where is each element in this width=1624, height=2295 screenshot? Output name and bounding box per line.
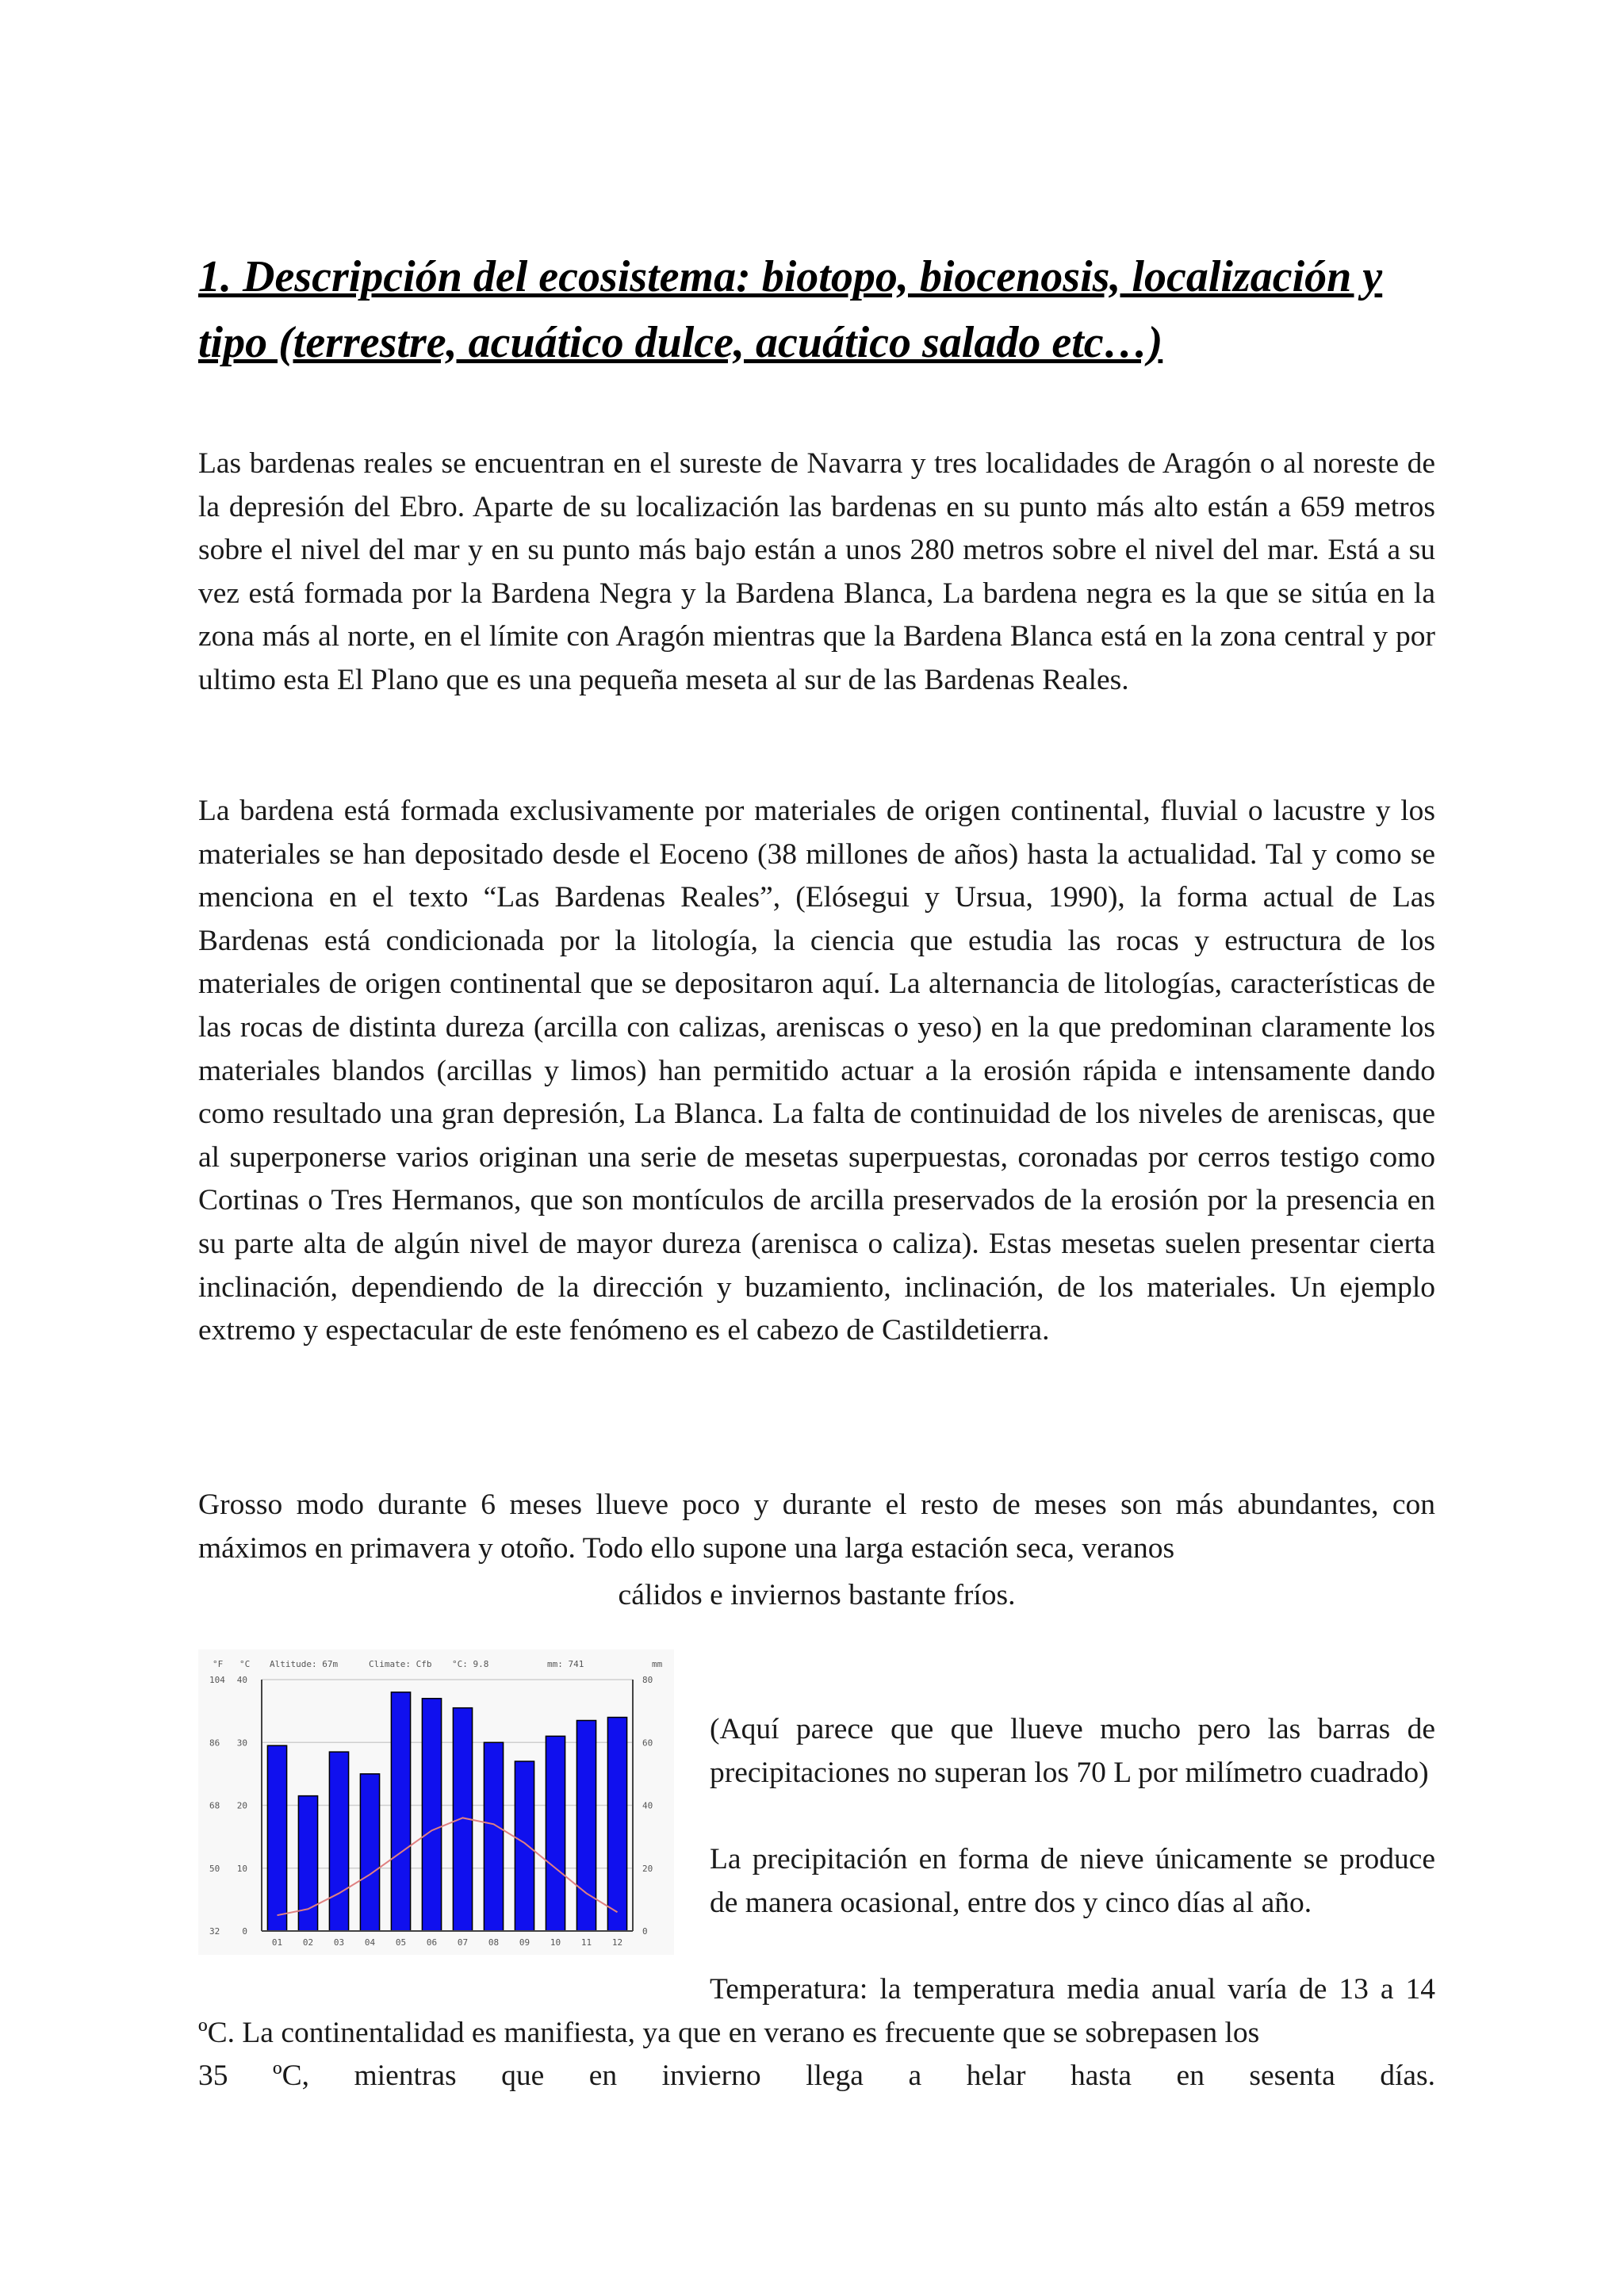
chart-altitude: Altitude: 67m — [270, 1659, 339, 1669]
axis-tick-f: 86 — [209, 1738, 220, 1749]
precip-bar — [546, 1736, 565, 1931]
x-tick-label: 07 — [457, 1937, 469, 1948]
paragraph-geology: La bardena está formada exclusivamente por materiales de origen continental, fluvial o lacustre y los materiales se han depositado desde el Eoceno (38 millones de años) hasta la actualidad. Tal y como se menciona en el texto “Las Bardenas Reales”, (Elósegui y Ursua, 1990), la forma actual de Las Bardenas está condicionada por la litología, la ciencia que estudia las rocas y estructura de los materiales de origen continental que se depositaron aquí. La alternancia de litologías, características de las rocas de distinta dureza (arcilla con calizas, areniscas o yeso) en la que predominan claramente los materiales blandos (arcillas y limos) han permitido actuar a la erosión rápida e intensamente dando como resultado una gran depresión, La Blanca. La falta de continuidad de los niveles de areniscas, que al superponerse varios originan una serie de mesetas superpuestas, coronadas por cerros testigo como Cortinas o Tres Hermanos, que son montículos de arcilla preservados de la erosión por la presencia en su parte alta de algún nivel de mayor dureza (arenisca o caliza). Estas mesetas suelen presentar cierta inclinación, dependiendo de la dirección y buzamiento, inclinación, de los materiales. Un ejemplo extremo y espectacular de este fenómeno es el cabezo de Castildetierra. — [198, 795, 1435, 1347]
paragraph-temperature: Temperatura: la temperatura media anual varía de 13 a 14 ºC. La continentalidad es manifiesta, ya que en verano es frecuente que se sobrepasen los — [198, 1973, 1435, 2049]
axis-tick-f: 50 — [209, 1863, 220, 1874]
axis-unit-c: °C — [239, 1659, 251, 1669]
axis-tick-c: 0 — [242, 1926, 247, 1937]
x-tick-label: 05 — [395, 1937, 407, 1948]
paragraph-climate-tail: cálidos e inviernos bastante fríos. — [618, 1579, 1016, 1611]
paragraph-precipitation-note: (Aquí parece que que llueve mucho pero las barras de precipitaciones no superan los 70 L por milímetro cuadrado) — [710, 1713, 1435, 1789]
axis-unit-f: °F — [213, 1659, 224, 1669]
axis-tick-f: 68 — [209, 1800, 220, 1811]
x-tick-label: 02 — [302, 1937, 314, 1948]
axis-tick-c: 30 — [236, 1738, 247, 1749]
precip-bar — [329, 1752, 348, 1931]
precip-bar — [515, 1761, 534, 1931]
axis-tick-c: 40 — [236, 1675, 247, 1685]
chart-annual-precip: mm: 741 — [547, 1659, 584, 1669]
axis-tick-mm: 20 — [642, 1863, 653, 1874]
paragraph-snow: La precipitación en forma de nieve únicamente se produce de manera ocasional, entre dos y cinco días al año. — [710, 1843, 1435, 1919]
axis-tick-mm: 40 — [642, 1800, 653, 1811]
x-tick-label: 06 — [426, 1937, 438, 1948]
chart-mean-temp: °C: 9.8 — [452, 1659, 489, 1669]
axis-tick-c: 10 — [236, 1863, 247, 1874]
precip-bar — [267, 1745, 286, 1931]
precip-bar — [422, 1699, 441, 1931]
axis-tick-f: 104 — [209, 1675, 225, 1685]
x-tick-label: 08 — [488, 1937, 500, 1948]
axis-tick-mm: 80 — [642, 1675, 653, 1685]
axis-tick-c: 20 — [236, 1800, 247, 1811]
x-tick-label: 01 — [271, 1937, 283, 1948]
precip-bar — [607, 1718, 626, 1931]
chart-climate: Climate: Cfb — [369, 1659, 432, 1669]
section-heading: 1. Descripción del ecosistema: biotopo, biocenosis, localización y tipo (terrestre, acuático dulce, acuático salado etc…) — [198, 252, 1383, 367]
x-tick-label: 10 — [550, 1937, 561, 1948]
axis-tick-f: 32 — [209, 1926, 220, 1937]
paragraph-climate: Grosso modo durante 6 meses llueve poco y durante el resto de meses son más abundantes, con máximos en primavera y otoño. Todo ello supone una larga estación seca, veranos — [198, 1488, 1435, 1565]
precip-bar — [360, 1774, 379, 1931]
axis-tick-mm: 60 — [642, 1738, 653, 1749]
x-tick-label: 03 — [333, 1937, 345, 1948]
precip-bar — [391, 1692, 410, 1931]
precip-bar — [576, 1721, 596, 1931]
axis-tick-mm: 0 — [642, 1926, 648, 1937]
climate-chart — [198, 1649, 674, 1955]
paragraph-temperature-end: 35 ºC, mientras que en invierno llega a helar hasta en sesenta días. — [198, 2059, 1435, 2092]
x-tick-label: 04 — [364, 1937, 376, 1948]
x-tick-label: 12 — [611, 1937, 623, 1948]
x-tick-label: 09 — [519, 1937, 530, 1948]
paragraph-location: Las bardenas reales se encuentran en el sureste de Navarra y tres localidades de Aragón o al noreste de la depresión del Ebro. Aparte de su localización las bardenas en su punto más alto están a 659 metros sobre el nivel del mar y en su punto más bajo están a unos 280 metros sobre el nivel del mar. Está a su vez está formada por la Bardena Negra y la Bardena Blanca, La bardena negra es la que se sitúa en la zona más al norte, en el límite con Aragón mientras que la Bardena Blanca está en la zona central y por ultimo esta El Plano que es una pequeña meseta al sur de las Bardenas Reales. — [198, 447, 1435, 696]
axis-unit-mm: mm — [652, 1659, 663, 1669]
climate-chart-svg — [198, 1649, 674, 1955]
precip-bar — [484, 1742, 503, 1931]
x-tick-label: 11 — [580, 1937, 592, 1948]
